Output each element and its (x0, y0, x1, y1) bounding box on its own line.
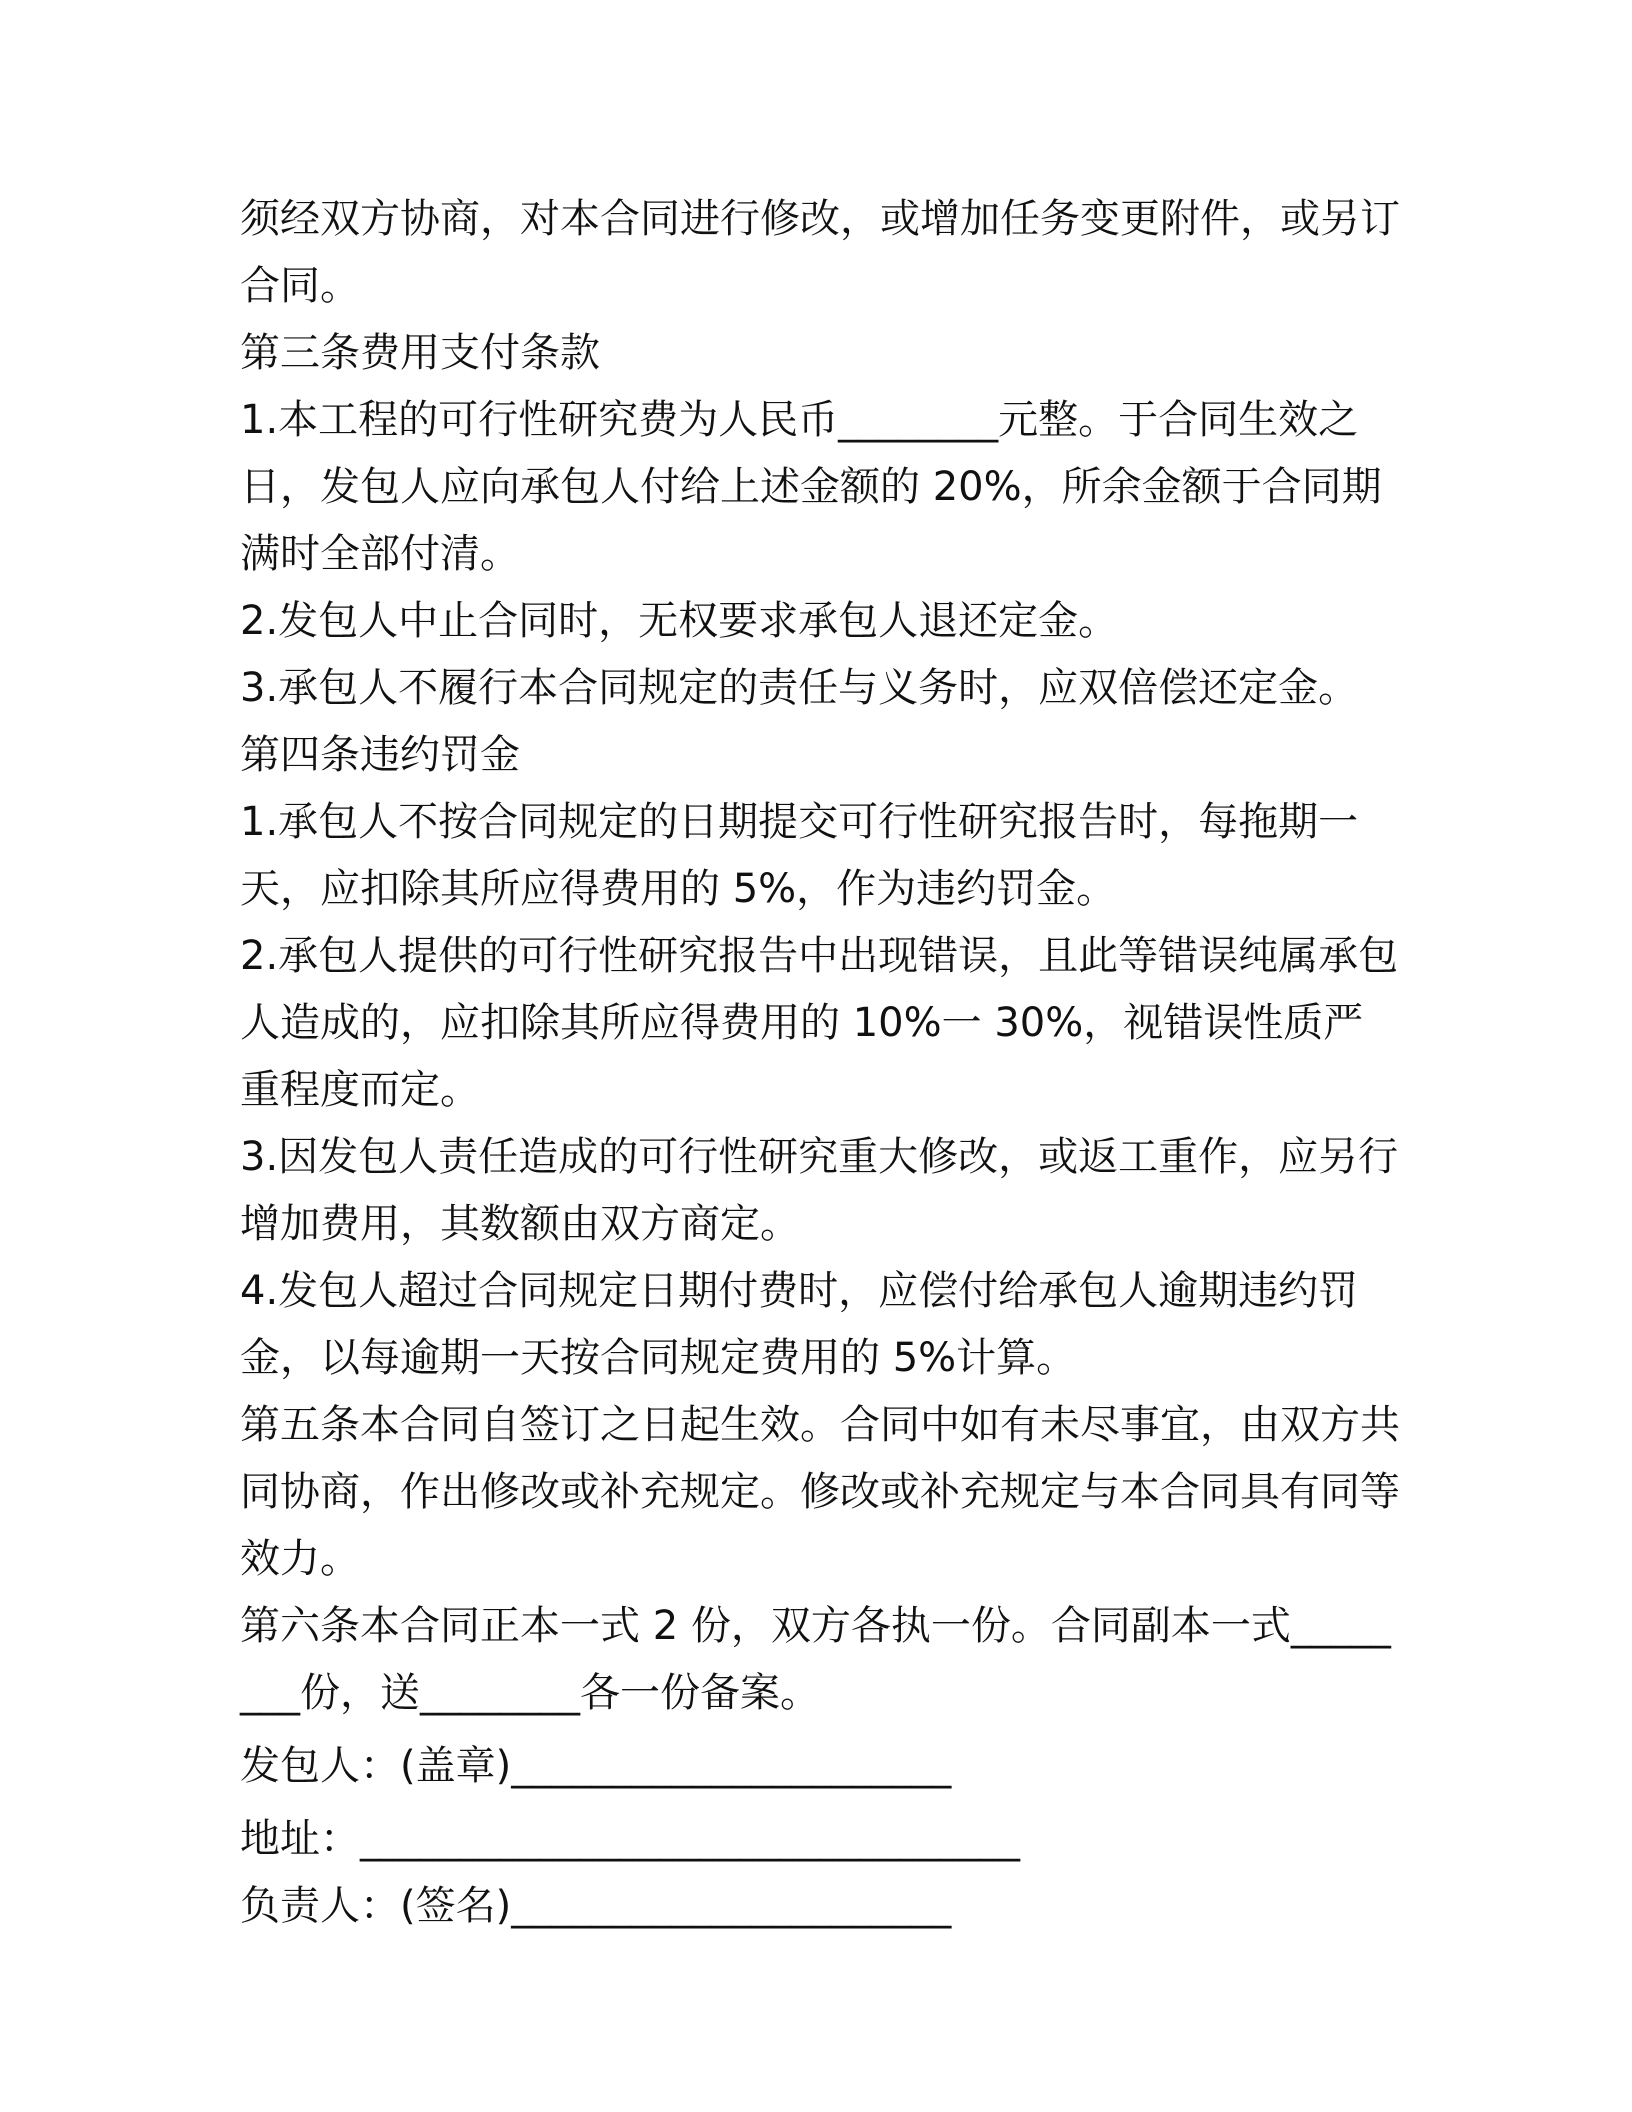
section-6: 第六条本合同正本一式 2 份，双方各执一份。合同副本一式________份，送________各一份备案。 (240, 1603, 1391, 1716)
signature-employer: 发包人：(盖章)______________________ (240, 1743, 952, 1789)
paragraph-4-1: 1.承包人不按合同规定的日期提交可行性研究报告时，每拖期一天，应扣除其所应得费用的 5%，作为违约罚金。 (240, 799, 1359, 912)
paragraph-3-1: 1.本工程的可行性研究费为人民币________元整。于合同生效之日，发包人应向承包人付给上述金额的 20%，所余金额于合同期满时全部付清。 (240, 397, 1382, 577)
paragraph-4-4: 4.发包人超过合同规定日期付费时，应偿付给承包人逾期违约罚金，以每逾期一天按合同规定费用的 5%计算。 (240, 1268, 1359, 1381)
paragraph-3-2: 2.发包人中止合同时，无权要求承包人退还定金。 (240, 598, 1119, 644)
section-title-4: 第四条违约罚金 (240, 732, 520, 778)
section-title-3: 第三条费用支付条款 (240, 330, 600, 376)
paragraph-4-2: 2.承包人提供的可行性研究报告中出现错误，且此等错误纯属承包人造成的，应扣除其所应得费用的 10%一 30%，视错误性质严重程度而定。 (240, 933, 1399, 1113)
paragraph-4-3: 3.因发包人责任造成的可行性研究重大修改，或返工重作，应另行增加费用，其数额由双方商定。 (240, 1134, 1399, 1247)
signature-address: 地址：_________________________________ (240, 1816, 1020, 1862)
signature-responsible: 负责人：(签名)______________________ (240, 1883, 952, 1929)
document-body (240, 186, 1400, 1940)
paragraph-3-3: 3.承包人不履行本合同规定的责任与义务时，应双倍偿还定金。 (240, 665, 1359, 711)
section-5: 第五条本合同自签订之日起生效。合同中如有未尽事宜，由双方共同协商，作出修改或补充规定。修改或补充规定与本合同具有同等效力。 (240, 1402, 1400, 1582)
paragraph-1: 须经双方协商，对本合同进行修改，或增加任务变更附件，或另订合同。 (240, 196, 1400, 309)
